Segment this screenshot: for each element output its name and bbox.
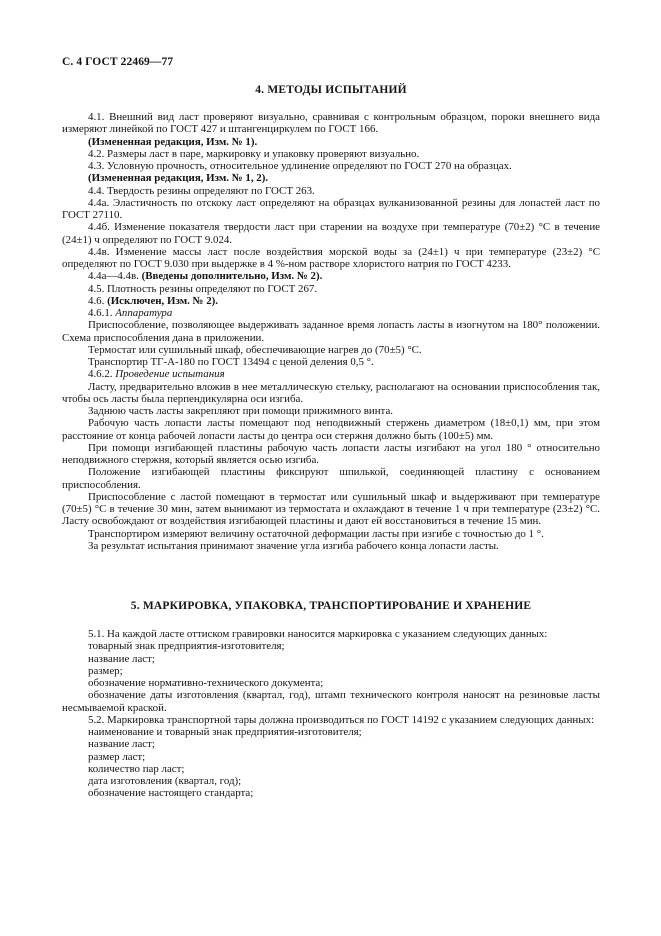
- test-step: Заднюю часть ласты закрепляют при помощи прижимного винта.: [88, 405, 393, 417]
- paragraph-4-4v: 4.4в. Изменение массы ласт после воздействия морской воды за (24±1) ч при температуре (23±2) °С определяют по ГОСТ 9.030 при выдержке в 4 %-ном растворе хлористого натрия по ГОСТ 4233.: [62, 245, 600, 270]
- section-4-body: [62, 111, 600, 552]
- list-item: обозначение настоящего стандарта;: [88, 787, 254, 800]
- list-item: обозначение нормативно-технического документа;: [88, 677, 324, 689]
- list-item: размер ласт;: [88, 750, 146, 763]
- page-header: С. 4 ГОСТ 22469—77: [62, 56, 174, 68]
- paragraph-5-1: 5.1. На каждой ласте оттиском гравировки наносится маркировка с указанием следующих данных:: [88, 628, 548, 640]
- section-4-title: 4. МЕТОДЫ ИСПЫТАНИЙ: [255, 84, 407, 96]
- test-result: За результат испытания принимают значение угла изгиба рабочего конца лопасти ласты.: [88, 539, 499, 552]
- amendment-note: (Исключен, Изм. № 2).: [107, 294, 219, 307]
- apparatus-fixture: Приспособление, позволяющее выдерживать заданное время лопасть ласты в изогнутом на 180° положении. Схема приспособления дана в приложении.: [62, 319, 600, 344]
- test-step: Ласту, предварительно вложив в нее металлическую стельку, располагают на основании приспособления так, чтобы ось ласты была перпендикулярна оси изгиба.: [62, 380, 600, 405]
- section-5-title: 5. МАРКИРОВКА, УПАКОВКА, ТРАНСПОРТИРОВАНИЕ И ХРАНЕНИЕ: [130, 600, 532, 612]
- paragraph-4-2: 4.2. Размеры ласт в паре, маркировку и упаковку проверяют визуально.: [88, 147, 420, 160]
- paragraph-4-1: 4.1. Внешний вид ласт проверяют визуально, сравнивая с контрольным образцом, пороки внешнего вида измеряют линейкой по ГОСТ 427 и штангенциркулем по ГОСТ 166.: [62, 111, 600, 136]
- paragraph-4-4a-4v-note: [62, 270, 600, 282]
- list-item: размер;: [88, 664, 123, 677]
- test-step: Приспособление с ластой помещают в термостат или сушильный шкаф и выдерживают при температуре (70±5) °С в течение 30 мин, затем вынимают из термостата и охлаждают в течение 1 ч при температуре (23±2) °С. Ласту освобождают от воздействия изгибающей пластины и дают ей восстановиться в течение 15 мин.: [62, 490, 600, 528]
- paragraph-4-4: 4.4. Твердость резины определяют по ГОСТ 263.: [88, 184, 315, 197]
- paragraph-4-5: 4.5. Плотность резины определяют по ГОСТ 267.: [88, 282, 318, 295]
- list-item: товарный знак предприятия-изготовителя;: [88, 640, 285, 653]
- paragraph-number: 4.4а—4.4в.: [88, 270, 139, 283]
- list-item: наименование и товарный знак предприятия-изготовителя;: [88, 726, 362, 738]
- list-item: название ласт;: [88, 652, 155, 665]
- paragraph-4-3: 4.3. Условную прочность, относительное удлинение определяют по ГОСТ 270 на образцах.: [88, 160, 512, 172]
- apparatus-protractor: Транспортир ТГ-А-180 по ГОСТ 13494 с ценой деления 0,5 °.: [88, 356, 374, 368]
- section-5-body: [62, 628, 600, 800]
- paragraph-5-2: 5.2. Маркировка транспортной тары должна производиться по ГОСТ 14192 с указанием следующих данных:: [88, 713, 595, 726]
- amendment-note: (Измененная редакция, Изм. № 1).: [88, 135, 258, 148]
- paragraph-4-4a: 4.4а. Эластичность по отскоку ласт определяют на образцах вулканизованной резины для лопастей ласт по ГОСТ 27110.: [62, 196, 600, 221]
- apparatus-thermostat: Термостат или сушильный шкаф, обеспечивающие нагрев до (70±5) °С.: [88, 343, 422, 356]
- test-step: Рабочую часть лопасти ласты помещают под неподвижный стержень диаметром (18±0,1) мм, при этом расстояние от конца рабочей лопасти ласты до центра оси стержня должно быть (100±5) мм.: [62, 417, 600, 442]
- paragraph-4-6: [62, 295, 600, 307]
- test-step: Транспортиром измеряют величину остаточной деформации ласты при изгибе с точностью до 1 °.: [88, 527, 544, 540]
- list-item: количество пар ласт;: [88, 762, 185, 775]
- test-step: При помощи изгибающей пластины рабочую часть лопасти ласты изгибают на угол 180 ° относительно неподвижного стержня, который является осью изгиба.: [62, 441, 600, 466]
- amendment-note: (Введены дополнительно, Изм. № 2).: [141, 270, 323, 283]
- paragraph-number: 4.6.: [88, 294, 105, 307]
- paragraph-4-4b: 4.4б. Изменение показателя твердости ласт при старении на воздухе при температуре (70±2) °С в течение (24±1) ч определяют по ГОСТ 9.024.: [62, 221, 600, 246]
- list-item: дата изготовления (квартал, год);: [88, 775, 242, 787]
- paragraph-4-6-2: [62, 368, 600, 380]
- list-item: название ласт;: [88, 738, 155, 751]
- subheading: Аппаратура: [115, 307, 173, 319]
- list-item: обозначение даты изготовления (квартал, год), штамп технического контроля наносят на резиновые ласты несмываемой краской.: [62, 689, 600, 714]
- subheading: Проведение испытания: [115, 368, 225, 381]
- paragraph-number: 4.6.2.: [88, 368, 113, 381]
- amendment-note: (Измененная редакция, Изм. № 1, 2).: [88, 172, 269, 185]
- test-step: Положение изгибающей пластины фиксируют шпилькой, соединяющей пластину с основанием приспособления.: [62, 466, 600, 491]
- paragraph-number: 4.6.1.: [88, 307, 113, 319]
- paragraph-4-6-1: [62, 307, 600, 319]
